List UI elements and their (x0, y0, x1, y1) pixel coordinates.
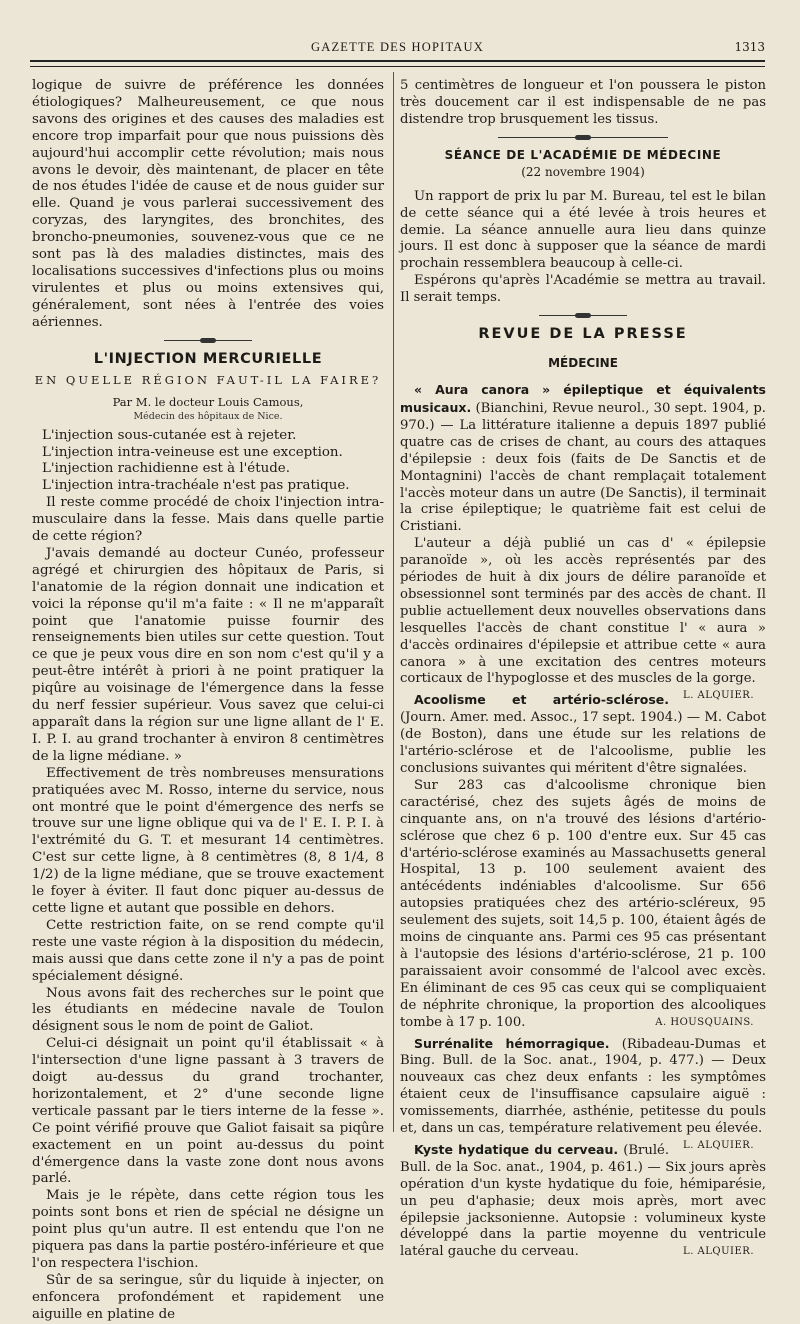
statement-line: L'injection intra-veineuse est une exception. (42, 444, 343, 460)
press-article (400, 692, 766, 1031)
article-author: Par M. le docteur Louis Camous, (112, 394, 304, 409)
press-article (400, 1142, 766, 1261)
header-rule (30, 60, 765, 62)
page-header (30, 36, 765, 58)
body-paragraph: Effectivement de très nombreuses mensurations pratiquées avec M. Rosso, interne du service, nous ont montré que le point d'émergence des nerfs se trouve sur une ligne oblique qui va de l' E. I. P. I. à l'extrémité du G. T. et mesurant 14 centimètres. C'est sur cette ligne, à 8 centimètres (8, 8 1/4, 8 1/2) de la ligne médiane, que se trouve exactement le foyer à éviter. Il faut donc piquer au-dessus de cette ligne et autant que possible en dehors. (32, 765, 384, 916)
article-reference: (Ribadeau-Dumas et Bing. Bull. de la Soc. anat., 1904, p. 477.) — Deux nouveaux cas chez deux enfants : les symptômes étaient ceux de l'insuffisance capsulaire aiguë : vomissements, diarrhée, asthénie, petitesse du pouls et, dans un cas, température relativement peu élevée. (400, 1036, 766, 1137)
article-reference: (Brulé. Bull. de la Soc. anat., 1904, p. 461.) — Six jours après opération d'un kyste hydatique du foie, hémiparésie, un peu d'aphasie; deux mois après, mort avec épilepsie jacksonienne. Autopsie : volumineux kyste développé dans la partie moyenne du ventricule latéral gauche du cerveau. (400, 1142, 766, 1260)
column-divider (393, 72, 394, 1132)
right-column (400, 78, 766, 1261)
body-paragraph: Nous avons fait des recherches sur le point que les étudiants en médecine navale de Toulon désignent sous le nom de point de Galiot. (32, 985, 384, 1035)
article-heading: Surrénalite hémorragique. (414, 1035, 610, 1051)
header-rule-thin (30, 66, 765, 67)
body-paragraph: Celui-ci désignait un point qu'il établissait « à l'intersection d'une ligne passant à 3 travers de doigt au-dessus du grand trochanter, horizontalement, et 2° d'une seconde ligne verticale passant par le tiers interne de la fesse ». Ce point vérifié prouve que Galiot faisait sa piqûre exactement en un point au-dessus du point d'émergence dans la vaste zone dont nous avons parlé. (32, 1036, 384, 1187)
left-column (32, 78, 384, 1324)
revue-section: MÉDECINE (548, 356, 618, 371)
article-signature: L. ALQUIER. (683, 1246, 754, 1258)
article-signature: L. ALQUIER. (683, 690, 754, 702)
article-heading: « Aura canora » épileptique et équivalents musicaux. (400, 382, 766, 415)
article-signature: L. ALQUIER. (683, 1139, 754, 1151)
page-number: 1313 (734, 40, 765, 54)
section-separator (539, 315, 627, 316)
article-heading: Acoolisme et artério-sclérose. (414, 692, 670, 708)
statement-line: L'injection rachidienne est à l'étude. (42, 461, 290, 477)
article-subtitle: EN QUELLE RÉGION FAUT-IL LA FAIRE? (34, 372, 382, 387)
article-heading: Kyste hydatique du cerveau. (414, 1141, 619, 1157)
body-paragraph: Mais je le répète, dans cette région tous les points sont bons et rien de spécial ne désigne un point plus qu'un autre. Il est entendu que l'on ne piquera pas dans la partie postéro-inférieure et que l'on respectera l'ischion. (32, 1188, 385, 1271)
article-reference: (Bianchini, Revue neurol., 30 sept. 1904, p. 970.) — La littérature italienne a depuis 1897 publié quatre cas de crises de chant, au cours des attaques d'épilepsie : deux fois (faits de De Sanctis et de Montagnini) l'accès de chant remplaçait totalement l'accès moteur dans un autre (De Sanctis), il terminait la crise épileptique; le quatrième fait est celui de Cristiani. (400, 400, 766, 535)
seance-paragraph: Espérons qu'après l'Académie se mettra au travail. Il serait temps. (400, 273, 766, 306)
section-separator (164, 340, 252, 341)
revue-title: REVUE DE LA PRESSE (478, 326, 688, 343)
statement-line: L'injection intra-trachéale n'est pas pratique. (42, 478, 350, 494)
body-paragraph: Il reste comme procédé de choix l'injection intra-musculaire dans la fesse. Mais dans quelle partie de cette région? (32, 495, 384, 545)
body-paragraph: Sûr de sa seringue, sûr du liquide à injecter, on enfoncera profondément et rapidement une aiguille en platine de (32, 1272, 384, 1322)
article-signature: A. HOUSQUAINS. (655, 1016, 754, 1028)
article-title: L'INJECTION MERCURIELLE (93, 350, 323, 367)
right-intro-paragraph: 5 centimètres de longueur et l'on poussera le piston très doucement car il est indispensable de ne pas distendre trop brusquement les tissus. (400, 78, 766, 127)
article-reference: (Journ. Amer. med. Assoc., 17 sept. 1904.) — M. Cabot (de Boston), dans une étude sur les relations de l'artério-sclérose et de l'alcoolisme, publie les conclusions suivantes qui méritent d'être signalées. (400, 710, 766, 776)
journal-title: GAZETTE DES HOPITAUX (311, 40, 484, 54)
seance-paragraph: Un rapport de prix lu par M. Bureau, tel est le bilan de cette séance qui a été levée à trois heures et demie. La séance annuelle aura lieu dans quinze jours. Il est donc à supposer que la séance de mardi prochain ressemblera beaucoup à celle-ci. (400, 188, 766, 272)
section-separator (498, 137, 668, 138)
author-title: Médecin des hôpitaux de Nice. (133, 410, 283, 422)
body-paragraph: J'avais demandé au docteur Cunéo, professeur agrégé et chirurgien des hôpitaux de Paris, si l'anatomie de la région donnait une indication et voici la réponse qu'il m'a faite : « Il ne m'apparaît point que l'anatomie puisse fournir des renseignements bien utiles sur cette question. Tout ce que je peux vous dire en son nom c'est qu'il y a peut-être intérêt à priori à ne point pratiquer la piqûre au voisinage de l'émergence dans la fesse du nerf fessier supérieur. Vous savez que celui-ci apparaît dans la région sur une ligne allant de l' E. I. P. I. au grand trochanter à environ 8 centimètres de la ligne médiane. » (32, 545, 384, 764)
seance-title: SÉANCE DE L'ACADÉMIE DE MÉDECINE (444, 147, 722, 162)
statement-line: L'injection sous-cutanée est à rejeter. (42, 427, 297, 443)
body-paragraph: Cette restriction faite, on se rend compte qu'il reste une vaste région à la disposition du médecin, mais aussi que dans cette zone il n'y a pas de point spécialement désigné. (32, 917, 384, 984)
seance-date: (22 novembre 1904) (521, 164, 645, 179)
article-body: Sur 283 cas d'alcoolisme chronique bien caractérisé, chez des sujets âgés de moins de cinquante ans, on n'a trouvé des lésions d'artério-sclérose que chez 6 p. 100 d'entre eux. Sur 45 cas d'artério-sclérose examinés au Massachusetts general Hospital, 13 p. 100 seulement avaient des antécédents indéniables d'alcoolisme. Sur 656 autopsies pratiquées chez des artério-scléreux, 95 seulement des sujets, soit 14,5 p. 100, étaient âgés de moins de cinquante ans. Parmi ces 95 cas présentant à l'autopsie des lésions d'artério-sclérose, 21 p. 100 paraissaient avoir consommé de l'alcool avec excès. En éliminant de ces 95 cas ceux qui se compliquaient de néphrite chronique, la proportion des alcooliques tombe à 17 p. 100. (400, 777, 766, 1030)
left-intro-paragraph: logique de suivre de préférence les données étiologiques? Malheureusement, ce que nous savons des origines et des causes des maladies est encore trop imparfait pour que nous puissions dès aujourd'hui accomplir cette révolution; mais nous avons le devoir, dès maintenant, de placer en tête de nos études l'idée de cause et de nous guider sur elle. Quand je vous parlerai successivement des coryzas, des laryngites, des bronchites, des broncho-pneumonies, souvenez-vous que ce ne sont pas là des maladies distinctes, mais des localisations successives d'infections plus ou moins virulentes et plus ou moins extensives qui, généralement, sont nées à l'entrée des voies aériennes. (32, 78, 384, 330)
article-body: L'auteur a déjà publié un cas d' « épilepsie paranoïde », où les accès représentés par des périodes de huit à dix jours de délire paranoïde et obsessionnel sont terminés par des accès de chant. Il publie actuellement deux nouvelles observations dans lesquelles l'accès de chant constitue l' « aura » d'accès ordinaires d'épilepsie et attribue cette « aura canora » à une excitation des centres moteurs corticaux de l'hypoglosse et des muscles de la gorge. (400, 536, 766, 687)
